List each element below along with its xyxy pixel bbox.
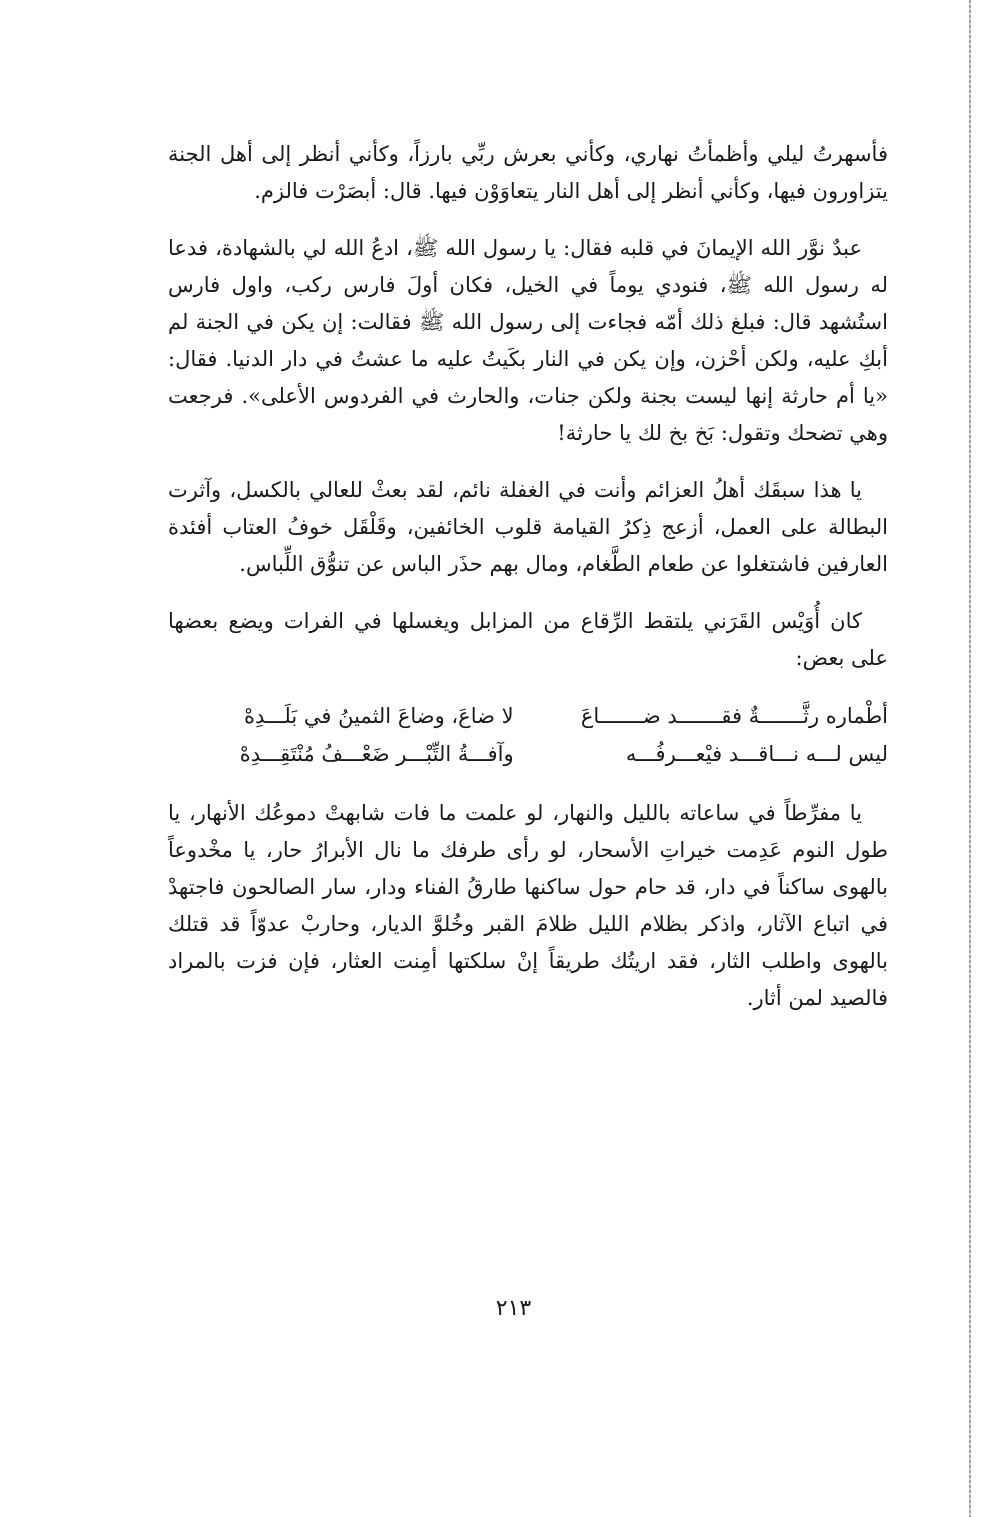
- poem-verse-2-second-hemistich: وآفـــةُ التِّبْـــر ضَعْـــفُ مُنْتَقِـــدِهْ: [239, 742, 514, 766]
- poem-verse-1: [168, 697, 888, 735]
- paragraph-2: عبدٌ نوَّر الله الإيمانَ في قلبه فقال: يا رسول الله ﷺ، ادعُ الله لي بالشهادة، فدعا له رسول الله ﷺ، فنودي يوماً في الخيل، فكان أولَ فارس ركب، واول فارس استُشهد قال: فبلغ ذلك أمّه فجاءت إلى رسول الله ﷺ فقالت: إن يكن في الجنة لم أبكِ عليه، ولكن أحْزن، وإن يكن في النار بكَيتُ عليه ما عشتُ في دار الدنيا. فقال: «يا أم حارثة إنها ليست بجنة ولكن جنات، والحارث في الفردوس الأعلى». فرجعت وهي تضحك وتقول: بَخ بخ لك يا حارثة!: [168, 236, 888, 445]
- paragraph-5: يا مفرِّطاً في ساعاته بالليل والنهار، لو علمت ما فات شابهتْ دموعُك الأنهار، يا طول النوم عَدِمت خيراتِ الأسحار، لو رأى طرفك ما نال الأبرارُ حار، يا مخْدوعاً بالهوى ساكناً في دار، قد حام حول ساكنها طارقُ الفناء ودار، سار الصالحون فاجتهدْ في اتباع الآثار، واذكر بظلام الليل ظلامَ القبر وخُلوَّ الديار، وحاربْ عدوّاً قد قتلك بالهوى واطلب الثار، فقد اريتُك طريقاً إنْ سلكتها أمِنت العثار، فإن فزت بالمراد فالصيد لمن أثار.: [168, 801, 888, 1010]
- page-number: ٢١٣: [495, 1296, 532, 1321]
- scan-edge-line: [969, 0, 971, 1517]
- paragraph-3: يا هذا سبقَك أهلُ العزائم وأنت في الغفلة نائم، لقد بعثْ للعالي بالكسل، وآثرت البطالة على العمل، أزعج ذِكرُ القيامة قلوب الخائفين، وقَلْقَل خوفُ العتاب أفئدة العارفين فاشتغلوا عن طعام الطَّغام، ومال بهم حذَر الباس عن تنوُّق اللِّباس.: [168, 478, 888, 576]
- poem: [168, 697, 888, 773]
- page-body: [168, 136, 888, 1037]
- paragraph-1: فأسهرتُ ليلي وأظمأتُ نهاري، وكأني بعرش ربِّي بارزاً، وكأني أنظر إلى أهل الجنة يتزاورون فيها، وكأني أنظر إلى أهل النار يتعاوَوْن فيها. قال: أبصَرْت فالزم.: [168, 142, 888, 203]
- poem-verse-1-first-hemistich: أطْماره رثَّـــــــةٌ فقـــــــد ضـــــــاعَ: [580, 704, 888, 728]
- poem-verse-1-second-hemistich: لا ضاعَ، وضاعَ الثمينُ في بَلَـــدِهْ: [243, 704, 514, 728]
- poem-verse-2-first-hemistich: ليس لـــه نـــاقـــد فيْعـــرفُـــه: [625, 742, 888, 766]
- paragraph-4: كان أُوَيْس القَرَني يلتقط الرِّقاع من المزابل ويغسلها في الفرات ويضع بعضها على بعض:: [168, 609, 888, 670]
- poem-verse-2: [168, 735, 888, 773]
